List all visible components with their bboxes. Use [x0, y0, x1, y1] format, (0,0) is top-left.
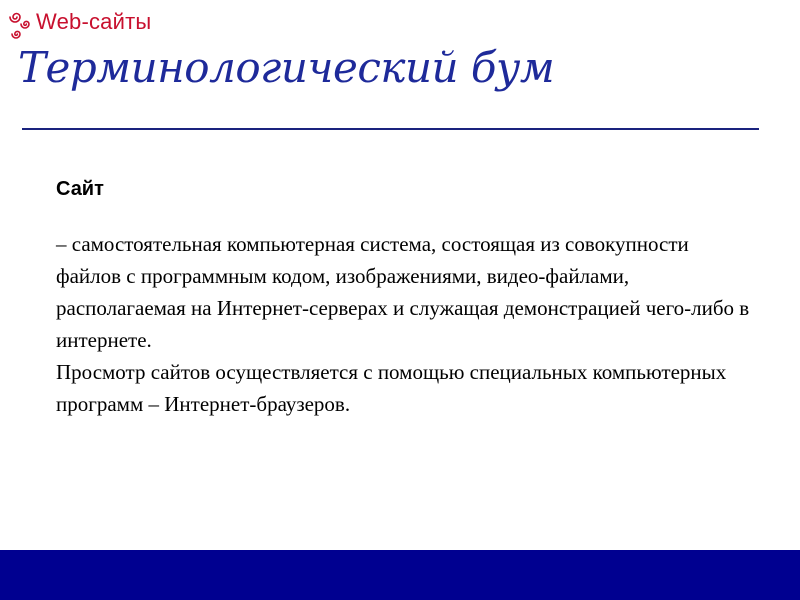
brand-text: Web-сайты [36, 9, 152, 34]
title-divider [22, 128, 759, 130]
term-heading: Сайт [56, 178, 104, 200]
definition-body [56, 228, 756, 420]
slide-title: Терминологический бум [18, 43, 555, 92]
definition-paragraph: Просмотр сайтов осуществляется с помощью специальных компьютерных программ – Интернет-браузеров. [56, 360, 727, 416]
footer-bar [0, 550, 800, 600]
definition-paragraph: – самостоятельная компьютерная система, состоящая из совокупности файлов с программным кодом, изображениями, видео-файлами, располагаемая на Интернет-серверах и служащая демонстрацией чего-либо в интернете. [56, 232, 750, 352]
